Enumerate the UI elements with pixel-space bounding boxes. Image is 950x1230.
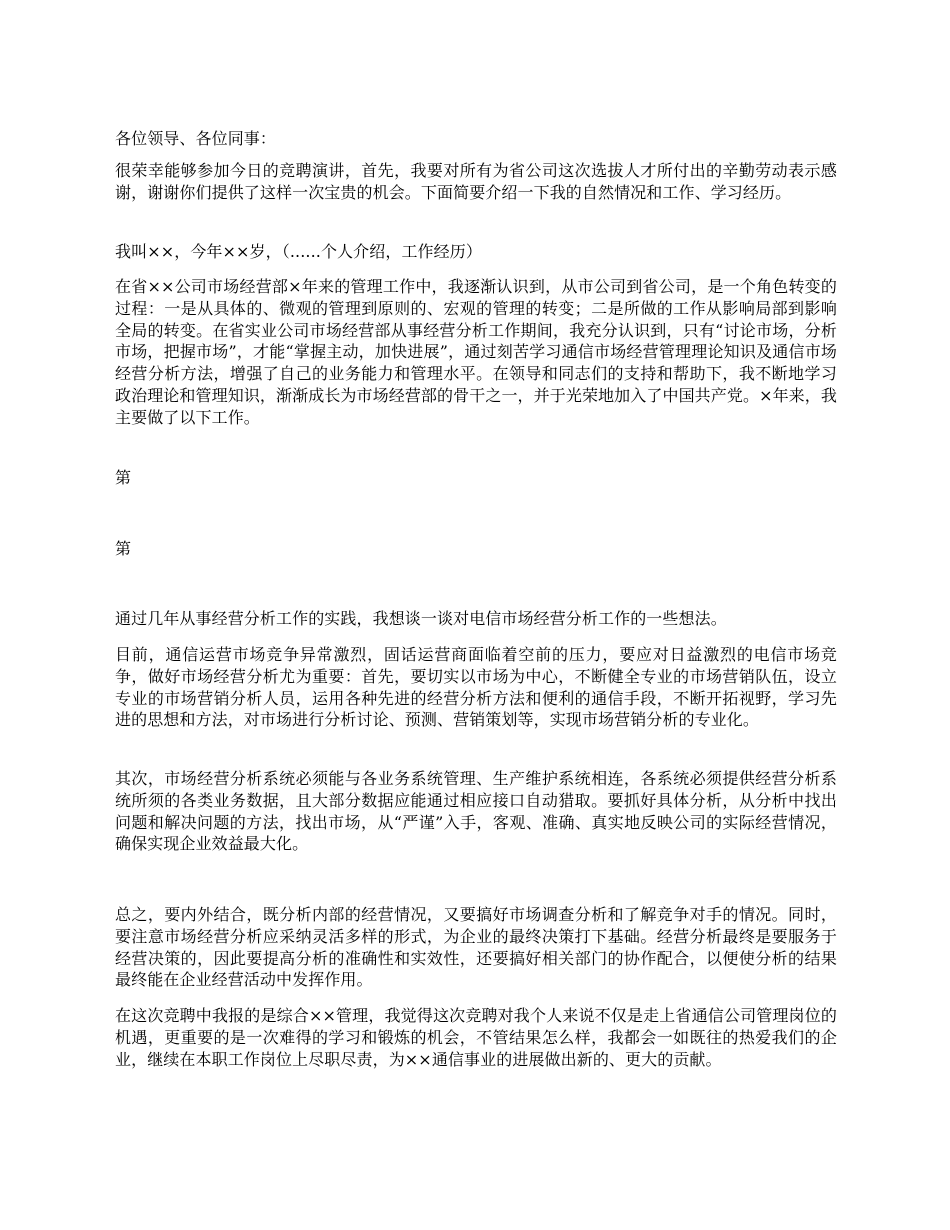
summary-paragraph: 总之，要内外结合，既分析内部的经营情况，又要搞好市场调查分析和了解竞争对手的情况。同时，要注意市场经营分析应采纳灵活多样的形式，为企业的最终决策打下基础。经营分析最终是要服务于经营决策的，因此要提高分析的准确性和实效性，还要搞好相关部门的协作配合，以便使分析的结果最终能在企业经营活动中发挥作用。 [115,905,837,990]
experience-paragraph: 在省××公司市场经营部×年来的管理工作中，我逐渐认识到，从市公司到省公司，是一个角色转变的过程：一是从具体的、微观的管理到原则的、宏观的管理的转变；二是所做的工作从影响局部到影响全局的转变。在省实业公司市场经营部从事经营分析工作期间，我充分认识到，只有“讨论市场，分析市场，把握市场”，才能“掌握主动，加快进展”，通过刻苦学习通信市场经营管理理论知识及通信市场经营分析方法，增强了自己的业务能力和管理水平。在领导和同志们的支持和帮助下，我不断地学习政治理论和管理知识，渐渐成长为市场经营部的骨干之一，并于光荣地加入了中国共产党。×年来，我主要做了以下工作。 [115,277,837,427]
current-situation-paragraph: 目前，通信运营市场竞争异常激烈，固话运营商面临着空前的压力，要应对日益激烈的电信市场竞争，做好市场经营分析尤为重要：首先，要切实以市场为中心，不断健全专业的市场营销队伍，设立专业的市场营销分析人员，运用各种先进的经营分析方法和便利的通信手段，不断开拓视野，学习先进的思想和方法，对市场进行分析讨论、预测、营销策划等，实现市场营销分析的专业化。 [115,645,837,730]
section-heading-2: 第 [115,539,132,558]
thoughts-intro-paragraph: 通过几年从事经营分析工作的实践，我想谈一谈对电信市场经营分析工作的一些想法。 [115,609,727,628]
intro-paragraph: 很荣幸能够参加今日的竞聘演讲，首先，我要对所有为省公司这次选拔人才所付出的辛勤劳动表示感谢，谢谢你们提供了这样一次宝贵的机会。下面简要介绍一下我的自然情况和工作、学习经历。 [115,161,837,202]
secondly-paragraph: 其次，市场经营分析系统必须能与各业务系统管理、生产维护系统相连，各系统必须提供经营分析系统所须的各类业务数据，且大部分数据应能通过相应接口自动猎取。要抓好具体分析，从分析中找出问题和解决问题的方法，找出市场，从“严谨”入手，客观、准确、真实地反映公司的实际经营情况，确保实现企业效益最大化。 [115,769,837,854]
salutation: 各位领导、各位同事： [115,129,277,148]
closing-paragraph: 在这次竞聘中我报的是综合××管理，我觉得这次竞聘对我个人来说不仅是走上省通信公司管理岗位的机遇，更重要的是一次难得的学习和锻炼的机会，不管结果怎么样，我都会一如既往的热爱我们的企业，继续在本职工作岗位上尽职尽责，为××通信事业的进展做出新的、更大的贡献。 [115,1006,837,1069]
self-intro-paragraph: 我叫××，今年××岁，（......个人介绍，工作经历） [115,242,482,261]
section-heading-1: 第 [115,468,132,487]
